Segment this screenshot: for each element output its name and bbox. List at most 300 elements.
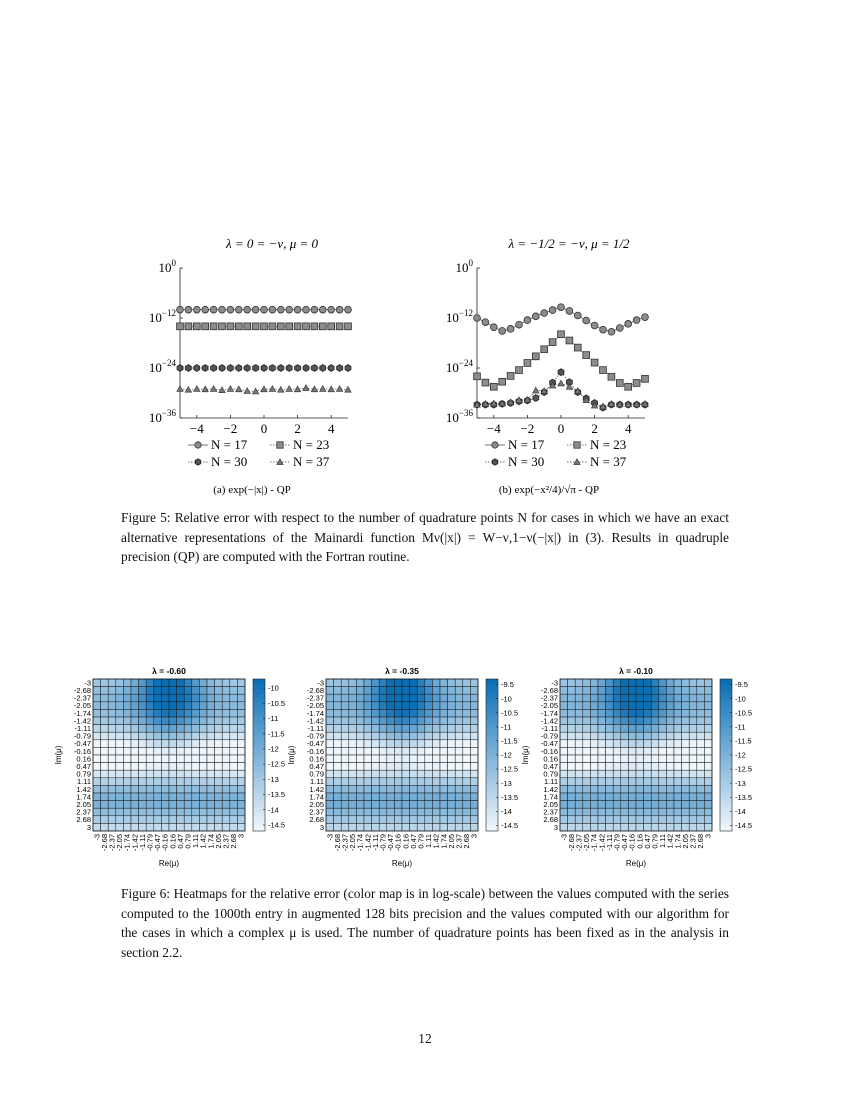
heatmap-cell xyxy=(192,747,200,755)
heatmap-cell xyxy=(440,717,448,725)
heatmap-cell xyxy=(101,816,109,824)
heatmap-cell xyxy=(192,732,200,740)
heatmap-cell xyxy=(139,740,147,748)
legend-label: N = 23 xyxy=(293,437,330,452)
heatmap-cell xyxy=(651,709,659,717)
heatmap-cell xyxy=(199,709,207,717)
heatmap-cell xyxy=(131,755,139,763)
heatmap-cell xyxy=(636,778,644,786)
colorbar-segment xyxy=(486,747,498,751)
heatmap-cell xyxy=(425,808,433,816)
y-tick-label: -2.05 xyxy=(306,701,324,711)
heatmap-cell xyxy=(108,694,116,702)
heatmap-cell xyxy=(207,679,215,687)
x-tick-label: 2.05 xyxy=(446,834,456,849)
heatmap-cell xyxy=(470,747,478,755)
heatmap-cell xyxy=(425,702,433,710)
heatmap-cell xyxy=(207,725,215,733)
colorbar-tick-label: -13.5 xyxy=(501,792,519,802)
heatmap-cell xyxy=(659,702,667,710)
heatmap-cell xyxy=(606,717,614,725)
heatmap-cell xyxy=(199,717,207,725)
heatmap-cell xyxy=(410,694,418,702)
heatmap-cell xyxy=(636,755,644,763)
x-tick-label: -2.68 xyxy=(332,834,342,852)
heatmap-cell xyxy=(177,801,185,809)
heatmap-cell xyxy=(93,785,101,793)
heatmap-cell xyxy=(560,725,568,733)
heatmap-cell xyxy=(628,694,636,702)
heatmap-cell xyxy=(349,732,357,740)
heatmap-cell xyxy=(432,709,440,717)
heatmap-cell xyxy=(448,770,456,778)
heatmap-cell xyxy=(590,808,598,816)
heatmap-cell xyxy=(697,679,705,687)
heatmap-cell xyxy=(177,755,185,763)
y-tick-label: -0.16 xyxy=(306,746,324,756)
y-tick-label: 1.42 xyxy=(76,784,91,794)
heatmap-cell xyxy=(199,687,207,695)
heatmap-cell xyxy=(222,732,230,740)
heatmap-cell xyxy=(606,694,614,702)
heatmap-cell xyxy=(184,785,192,793)
heatmap-cell xyxy=(326,709,334,717)
heatmap-cell xyxy=(402,702,410,710)
colorbar-segment xyxy=(486,812,498,816)
heatmap-cell xyxy=(606,801,614,809)
heatmap-cell xyxy=(455,687,463,695)
heatmap-cell xyxy=(621,732,629,740)
heatmap-cell xyxy=(356,770,364,778)
heatmap-cell xyxy=(207,687,215,695)
heatmap-cell xyxy=(394,717,402,725)
heatmap-cell xyxy=(410,808,418,816)
heatmap-cell xyxy=(440,694,448,702)
heatmap-cell xyxy=(598,808,606,816)
heatmap-cell xyxy=(636,763,644,771)
panel-subcaption: (b) exp(−x²/4)/√π - QP xyxy=(498,484,600,496)
heatmap-cell xyxy=(628,740,636,748)
heatmap-cell xyxy=(560,687,568,695)
heatmap-cell xyxy=(349,808,357,816)
heatmap-cell xyxy=(349,793,357,801)
heatmap-cell xyxy=(108,747,116,755)
heatmap-cell xyxy=(222,763,230,771)
heatmap-cell xyxy=(192,694,200,702)
heatmap-cell xyxy=(613,808,621,816)
heatmap-cell xyxy=(334,740,342,748)
heatmap-cell xyxy=(131,801,139,809)
heatmap-cell xyxy=(154,770,162,778)
x-tick-label: -2.37 xyxy=(340,834,350,852)
heatmap-cell xyxy=(394,755,402,763)
heatmap-cell xyxy=(349,679,357,687)
heatmap-cell xyxy=(341,732,349,740)
heatmap-cell xyxy=(674,808,682,816)
heatmap-cell xyxy=(448,816,456,824)
heatmap-cell xyxy=(215,702,223,710)
heatmap-cell xyxy=(192,785,200,793)
heatmap-cell xyxy=(177,778,185,786)
colorbar-tick-label: -11 xyxy=(268,714,279,724)
y-tick-label: -1.74 xyxy=(540,708,558,718)
heatmap-cell xyxy=(448,687,456,695)
heatmap-cell xyxy=(644,808,652,816)
heatmap-cell xyxy=(613,747,621,755)
heatmap-cell xyxy=(222,785,230,793)
heatmap-cell xyxy=(237,702,245,710)
heatmap-cell xyxy=(139,801,147,809)
colorbar-tick-label: -12.5 xyxy=(735,764,753,774)
colorbar-segment xyxy=(720,778,732,782)
heatmap-cell xyxy=(356,725,364,733)
heatmap-cell xyxy=(425,816,433,824)
heatmap-cell xyxy=(334,732,342,740)
heatmap-cell xyxy=(659,823,667,831)
heatmap-cell xyxy=(674,770,682,778)
heatmap-cell xyxy=(621,816,629,824)
heatmap-cell xyxy=(575,778,583,786)
colorbar-segment xyxy=(486,793,498,797)
heatmap-cell xyxy=(448,808,456,816)
colorbar-segment xyxy=(720,766,732,770)
heatmap-cell xyxy=(372,694,380,702)
colorbar-segment xyxy=(486,827,498,831)
y-tick-label: 3 xyxy=(319,822,324,832)
y-tick-label: -0.47 xyxy=(540,739,558,749)
heatmap-cell xyxy=(402,816,410,824)
heatmap-cell xyxy=(93,709,101,717)
y-tick-label: 2.05 xyxy=(76,800,91,809)
heatmap-cell xyxy=(116,793,124,801)
colorbar-segment xyxy=(720,736,732,740)
heatmap-cell xyxy=(364,725,372,733)
x-tick-label: -1.11 xyxy=(604,834,614,851)
colorbar-segment xyxy=(486,717,498,721)
heatmap-cell xyxy=(101,740,109,748)
heatmap-cell xyxy=(192,679,200,687)
heatmap-cell xyxy=(598,778,606,786)
heatmap-cell xyxy=(463,801,471,809)
heatmap-cell xyxy=(455,801,463,809)
x-tick-label: 2.68 xyxy=(696,834,706,849)
heatmap-cell xyxy=(659,717,667,725)
heatmap-cell xyxy=(215,793,223,801)
heatmap-cell xyxy=(644,793,652,801)
heatmap-cell xyxy=(440,770,448,778)
heatmap-cell xyxy=(372,687,380,695)
heatmap-cell xyxy=(222,823,230,831)
heatmap-cell xyxy=(644,725,652,733)
heatmap-cell xyxy=(666,785,674,793)
heatmap-cell xyxy=(222,770,230,778)
y-tick-label: $10^{-12}$ xyxy=(445,308,473,325)
heatmap-cell xyxy=(169,694,177,702)
heatmap-cell xyxy=(349,747,357,755)
y-tick-label: 0.16 xyxy=(309,754,324,764)
heatmap-cell xyxy=(704,740,712,748)
heatmap-cell xyxy=(470,808,478,816)
colorbar-segment xyxy=(720,706,732,710)
heatmap-cell xyxy=(215,747,223,755)
heatmap-cell xyxy=(590,778,598,786)
heatmap-cell xyxy=(628,785,636,793)
heatmap-cell xyxy=(674,816,682,824)
heatmap-cell xyxy=(568,709,576,717)
colorbar-tick-label: -10 xyxy=(735,694,746,704)
heatmap-title: λ = -0.60 xyxy=(152,666,186,676)
heatmap-cell xyxy=(341,808,349,816)
heatmap-cell xyxy=(470,770,478,778)
heatmap-cell xyxy=(334,709,342,717)
heatmap-cell xyxy=(583,717,591,725)
heatmap-cell xyxy=(237,823,245,831)
x-tick-label: 2.68 xyxy=(462,834,472,849)
heatmap-cell xyxy=(425,687,433,695)
heatmap-cell xyxy=(402,694,410,702)
heatmap-cell xyxy=(704,732,712,740)
heatmap-cell xyxy=(440,740,448,748)
heatmap-cell xyxy=(207,732,215,740)
heatmap-cell xyxy=(659,816,667,824)
heatmap-cell xyxy=(379,717,387,725)
heatmap-cell xyxy=(455,778,463,786)
heatmap-cell xyxy=(230,702,238,710)
heatmap-cell xyxy=(560,747,568,755)
colorbar-segment xyxy=(253,816,265,820)
heatmap-cell xyxy=(372,725,380,733)
y-tick-label: -0.79 xyxy=(73,731,91,741)
heatmap-cell xyxy=(139,725,147,733)
heatmap-cell xyxy=(583,808,591,816)
heatmap-cell xyxy=(123,823,131,831)
colorbar-segment xyxy=(253,717,265,721)
heatmap-cell xyxy=(417,709,425,717)
colorbar-tick-label: -13 xyxy=(268,774,279,784)
heatmap-cell xyxy=(410,778,418,786)
heatmap-cell xyxy=(379,747,387,755)
heatmap-cell xyxy=(139,808,147,816)
heatmap-cell xyxy=(192,702,200,710)
heatmap-cell xyxy=(237,732,245,740)
heatmap-cell xyxy=(463,823,471,831)
heatmap-cell xyxy=(410,740,418,748)
heatmap-cell xyxy=(432,801,440,809)
heatmap-cell xyxy=(146,770,154,778)
heatmap-cell xyxy=(349,725,357,733)
heatmap-cell xyxy=(131,793,139,801)
x-tick-label: 0.16 xyxy=(635,834,645,849)
colorbar-segment xyxy=(253,690,265,694)
heatmap-cell xyxy=(379,679,387,687)
colorbar-tick-label: -13 xyxy=(501,778,512,788)
heatmap-cell xyxy=(161,679,169,687)
heatmap-cell xyxy=(644,770,652,778)
heatmap-cell xyxy=(440,755,448,763)
heatmap-cell xyxy=(440,778,448,786)
colorbar-segment xyxy=(486,679,498,683)
heatmap-cell xyxy=(146,816,154,824)
heatmap-cell xyxy=(410,816,418,824)
heatmap-cell xyxy=(161,717,169,725)
heatmap-cell xyxy=(666,801,674,809)
heatmap-cell xyxy=(379,687,387,695)
y-tick-label: -2.37 xyxy=(73,693,91,703)
heatmap-cell xyxy=(583,740,591,748)
heatmap-cell xyxy=(674,694,682,702)
x-tick-label: 0 xyxy=(260,421,268,436)
heatmap-cell xyxy=(123,755,131,763)
heatmap-cell xyxy=(139,694,147,702)
heatmap-cell xyxy=(222,709,230,717)
heatmap-cell xyxy=(417,801,425,809)
heatmap-cell xyxy=(177,770,185,778)
heatmap-cell xyxy=(674,823,682,831)
heatmap-cell xyxy=(432,679,440,687)
heatmap-cell xyxy=(161,702,169,710)
colorbar-tick-label: -10.5 xyxy=(268,698,286,708)
x-tick-label: 1.42 xyxy=(198,834,208,849)
y-tick-label: 0.79 xyxy=(543,769,558,779)
colorbar-segment xyxy=(720,793,732,797)
heatmap-cell xyxy=(139,679,147,687)
heatmap-cell xyxy=(334,785,342,793)
heatmap-cell xyxy=(644,717,652,725)
colorbar-segment xyxy=(720,717,732,721)
heatmap-cell xyxy=(154,755,162,763)
heatmap-cell xyxy=(184,694,192,702)
heatmap-cell xyxy=(455,823,463,831)
heatmap-cell xyxy=(583,823,591,831)
heatmap-cell xyxy=(425,763,433,771)
heatmap-cell xyxy=(410,702,418,710)
heatmap-cell xyxy=(334,694,342,702)
y-tick-label: $10^{-24}$ xyxy=(148,358,176,375)
colorbar-segment xyxy=(720,785,732,789)
heatmap-cell xyxy=(575,740,583,748)
heatmap-cell xyxy=(402,808,410,816)
heatmap-cell xyxy=(237,725,245,733)
heatmap-cell xyxy=(364,793,372,801)
heatmap-cell xyxy=(704,747,712,755)
heatmap-cell xyxy=(613,725,621,733)
heatmap-cell xyxy=(215,823,223,831)
colorbar-segment xyxy=(720,801,732,805)
heatmap-cell xyxy=(448,793,456,801)
y-tick-label: -1.74 xyxy=(73,708,91,718)
heatmap-cell xyxy=(394,687,402,695)
colorbar-segment xyxy=(253,770,265,774)
heatmap-cell xyxy=(207,816,215,824)
heatmap-cell xyxy=(341,709,349,717)
colorbar-tick-label: -11 xyxy=(501,722,512,732)
heatmap-cell xyxy=(108,732,116,740)
heatmap-cell xyxy=(651,732,659,740)
heatmap-cell xyxy=(417,816,425,824)
heatmap-cell xyxy=(463,778,471,786)
heatmap-cell xyxy=(139,732,147,740)
heatmap-cell xyxy=(682,785,690,793)
heatmap-cell xyxy=(192,823,200,831)
heatmap-cell xyxy=(666,816,674,824)
heatmap-cell xyxy=(372,816,380,824)
colorbar-segment xyxy=(253,785,265,789)
colorbar-segment xyxy=(720,751,732,755)
heatmap-cell xyxy=(364,785,372,793)
heatmap-cell xyxy=(568,778,576,786)
heatmap-cell xyxy=(123,717,131,725)
heatmap-cell xyxy=(432,816,440,824)
heatmap-cell xyxy=(432,694,440,702)
heatmap-cell xyxy=(230,816,238,824)
legend-label: N = 30 xyxy=(211,454,248,469)
heatmap-cell xyxy=(101,709,109,717)
heatmap-cell xyxy=(636,785,644,793)
heatmap-cell xyxy=(470,778,478,786)
colorbar-segment xyxy=(720,770,732,774)
heatmap-cell xyxy=(628,808,636,816)
heatmap-cell xyxy=(356,694,364,702)
heatmap-cell xyxy=(606,808,614,816)
heatmap-cell xyxy=(93,823,101,831)
heatmap-cell xyxy=(470,823,478,831)
heatmap-cell xyxy=(123,816,131,824)
heatmap-cell xyxy=(207,717,215,725)
heatmap-cell xyxy=(659,785,667,793)
x-tick-label: -3 xyxy=(92,834,102,841)
heatmap-cell xyxy=(455,725,463,733)
heatmap-cell xyxy=(674,763,682,771)
y-tick-label: -1.42 xyxy=(306,716,324,726)
colorbar-segment xyxy=(253,793,265,797)
heatmap-cell xyxy=(470,816,478,824)
heatmap-cell xyxy=(154,778,162,786)
heatmap-cell xyxy=(666,770,674,778)
heatmap-cell xyxy=(116,694,124,702)
heatmap-cell xyxy=(177,808,185,816)
heatmap-cell xyxy=(651,725,659,733)
heatmap-cell xyxy=(583,702,591,710)
heatmap-cell xyxy=(372,763,380,771)
heatmap-cell xyxy=(704,801,712,809)
heatmap-cell xyxy=(177,793,185,801)
heatmap-cell xyxy=(410,755,418,763)
heatmap-cell xyxy=(455,747,463,755)
heatmap-cell xyxy=(470,687,478,695)
heatmap-cell xyxy=(590,717,598,725)
heatmap-cell xyxy=(575,702,583,710)
heatmap-cell xyxy=(222,702,230,710)
x-tick-label: 2.37 xyxy=(454,834,464,849)
heatmap-cell xyxy=(621,785,629,793)
heatmap-cell xyxy=(606,770,614,778)
heatmap-cell xyxy=(417,755,425,763)
heatmap-cell xyxy=(177,740,185,748)
heatmap-cell xyxy=(568,702,576,710)
heatmap-cell xyxy=(199,816,207,824)
heatmap-cell xyxy=(682,778,690,786)
heatmap-cell xyxy=(432,778,440,786)
heatmap-cell xyxy=(560,732,568,740)
heatmap-cell xyxy=(207,755,215,763)
y-tick-label: -1.11 xyxy=(541,724,558,733)
heatmap-cell xyxy=(199,785,207,793)
heatmap-cell xyxy=(598,717,606,725)
heatmap-cell xyxy=(207,694,215,702)
heatmap-cell xyxy=(621,755,629,763)
y-tick-label: 0.16 xyxy=(543,754,558,764)
heatmap-cell xyxy=(341,725,349,733)
